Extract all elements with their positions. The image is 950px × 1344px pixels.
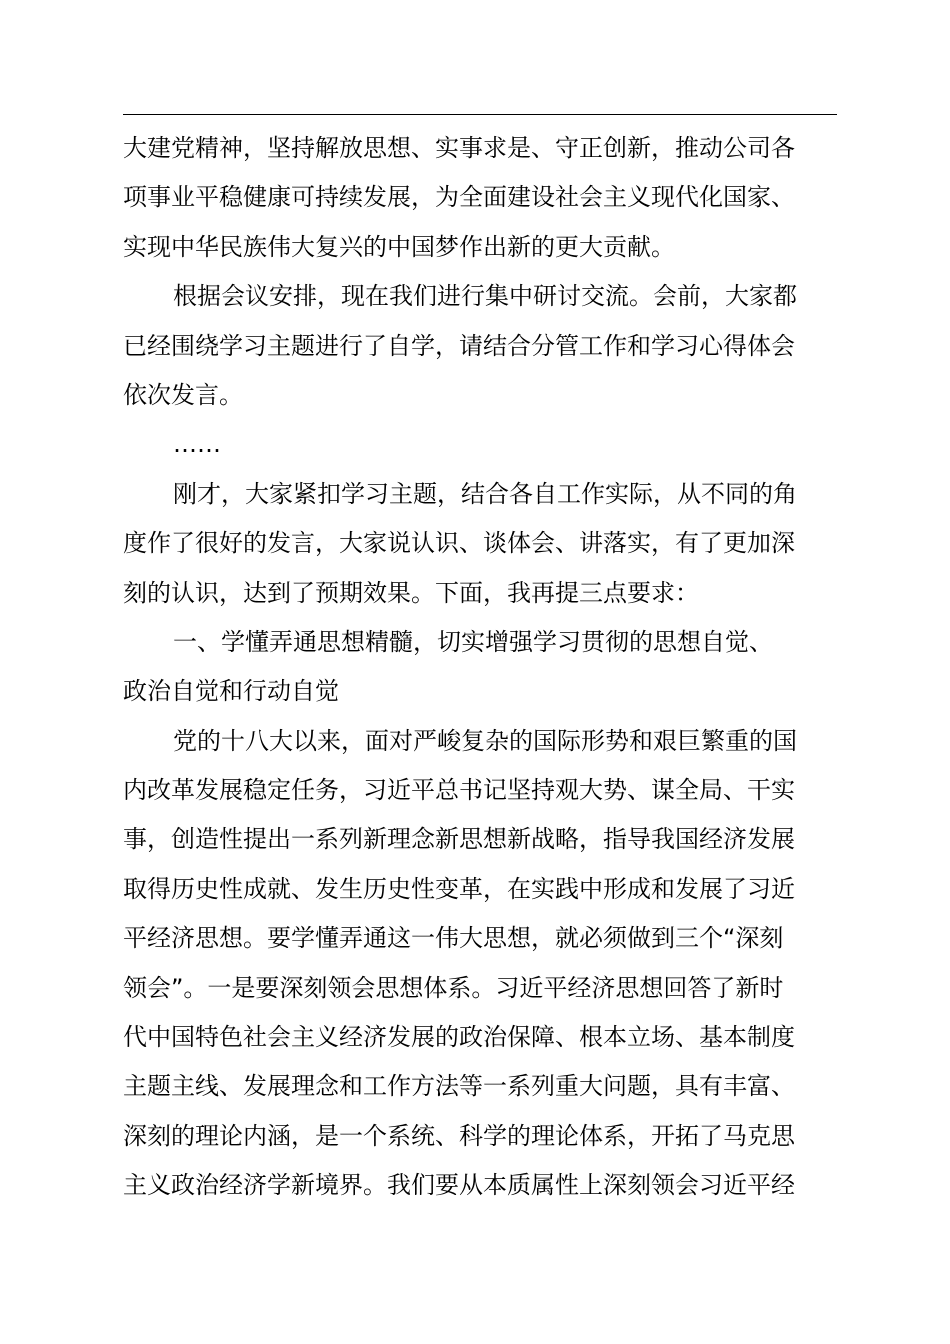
document-body <box>123 124 837 1211</box>
text-line: 内改革发展稳定任务，习近平总书记坚持观大势、谋全局、干实 <box>123 776 795 805</box>
text-line: 度作了很好的发言，大家说认识、谈体会、讲落实，有了更加深 <box>123 529 795 558</box>
text-line: 已经围绕学习主题进行了自学，请结合分管工作和学习心得体会 <box>123 331 795 360</box>
text-line: 根据会议安排，现在我们进行集中研讨交流。会前，大家都 <box>173 282 797 311</box>
text-line: 刚才，大家紧扣学习主题，结合各自工作实际，从不同的角 <box>173 479 797 508</box>
text-line: …… <box>173 430 221 459</box>
text-line: 政治自觉和行动自觉 <box>123 677 339 706</box>
text-line: 项事业平稳健康可持续发展，为全面建设社会主义现代化国家、 <box>123 183 795 212</box>
header-rule <box>123 114 837 115</box>
text-line: 党的十八大以来，面对严峻复杂的国际形势和艰巨繁重的国 <box>173 726 797 755</box>
text-line: 领会”。一是要深刻领会思想体系。习近平经济思想回答了新时 <box>123 973 784 1002</box>
text-line: 代中国特色社会主义经济发展的政治保障、根本立场、基本制度 <box>123 1023 795 1052</box>
text-line: 主义政治经济学新境界。我们要从本质属性上深刻领会习近平经 <box>123 1171 795 1200</box>
text-line: 刻的认识，达到了预期效果。下面，我再提三点要求： <box>123 578 699 607</box>
text-line: 实现中华民族伟大复兴的中国梦作出新的更大贡献。 <box>123 232 675 261</box>
text-line: 大建党精神，坚持解放思想、实事求是、守正创新，推动公司各 <box>123 134 795 162</box>
text-line: 平经济思想。要学懂弄通这一伟大思想，就必须做到三个“深刻 <box>123 924 784 953</box>
text-line: 依次发言。 <box>123 380 243 409</box>
text-line: 主题主线、发展理念和工作方法等一系列重大问题，具有丰富、 <box>123 1072 795 1101</box>
text-line: 事，创造性提出一系列新理念新思想新战略，指导我国经济发展 <box>123 825 795 854</box>
text-line: 取得历史性成就、发生历史性变革，在实践中形成和发展了习近 <box>123 874 795 903</box>
text-line: 深刻的理论内涵，是一个系统、科学的理论体系，开拓了马克思 <box>123 1121 795 1150</box>
text-line: 一、学懂弄通思想精髓，切实增强学习贯彻的思想自觉、 <box>173 627 773 656</box>
